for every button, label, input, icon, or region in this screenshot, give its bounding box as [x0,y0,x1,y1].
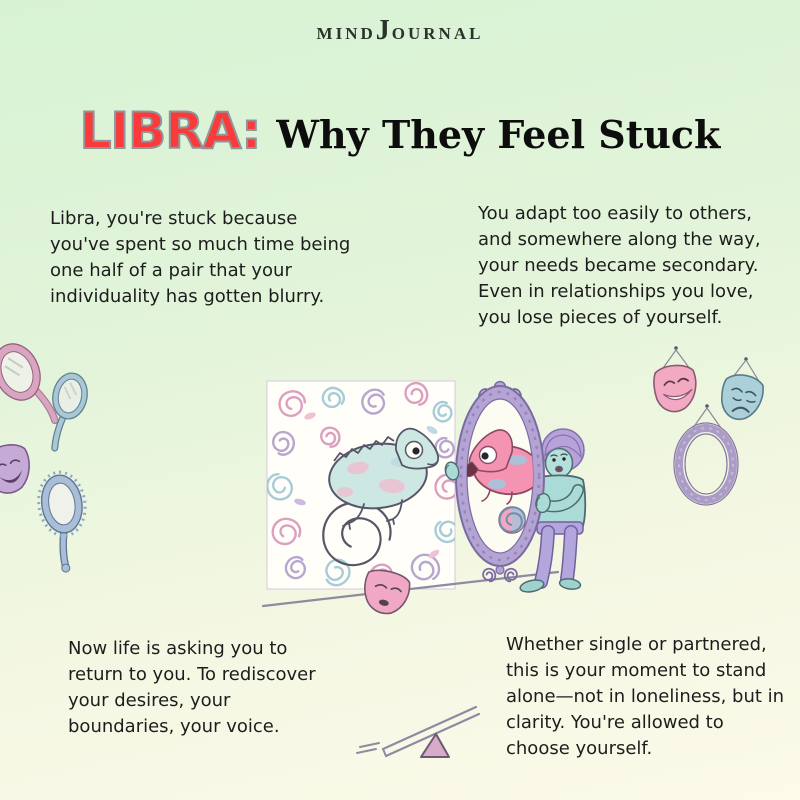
paragraph-bottom-right [506,632,784,762]
zodiac-label: LIBRA: [79,102,261,160]
paragraph-line: Now life is asking you to [68,638,288,659]
empty-oval-frame-icon [674,404,738,505]
paragraph-line: you've spent so much time being [50,234,351,255]
mindjournal-logo [0,16,800,49]
paragraph-line: boundaries, your voice. [68,716,280,737]
paragraph-line: your needs became secondary. [478,255,759,276]
hand-mirror-blue-large-icon [35,469,94,574]
paragraph-line: your desires, your [68,690,231,711]
logo-text-mind: MIND [316,24,376,43]
paragraph-line: you lose pieces of yourself. [478,307,723,328]
paragraph-top-right [478,201,761,331]
paragraph-bottom-left [68,636,316,740]
logo-text-j: J [375,15,392,46]
paragraph-top-left [50,206,350,310]
comedy-mask-pink-icon [652,346,698,413]
paragraph-line: and somewhere along the way, [478,229,761,250]
page-title [0,102,800,160]
paragraph-line: Even in relationships you love, [478,281,754,302]
tragedy-mask-blue-icon [719,357,765,422]
hand-mirror-pink-icon [0,337,59,435]
paragraph-line: You adapt too easily to others, [478,203,752,224]
comedy-mask-purple-icon [0,441,35,496]
paragraph-line: individuality has gotten blurry. [50,286,325,307]
paragraph-line: one half of a pair that your [50,260,292,281]
paragraph-line: Whether single or partnered, [506,634,767,655]
title-heading: Why They Feel Stuck [276,112,721,157]
paragraph-line: Libra, you're stuck because [50,208,298,229]
paragraph-line: this is your moment to stand [506,660,767,681]
seesaw-icon [357,707,479,757]
logo-text-ournal: OURNAL [391,24,484,43]
paragraph-line: choose yourself. [506,738,653,759]
paragraph-line: clarity. You're allowed to [506,712,724,733]
paragraph-line: return to you. To rediscover [68,664,316,685]
paragraph-line: alone—not in loneliness, but in [506,686,785,707]
